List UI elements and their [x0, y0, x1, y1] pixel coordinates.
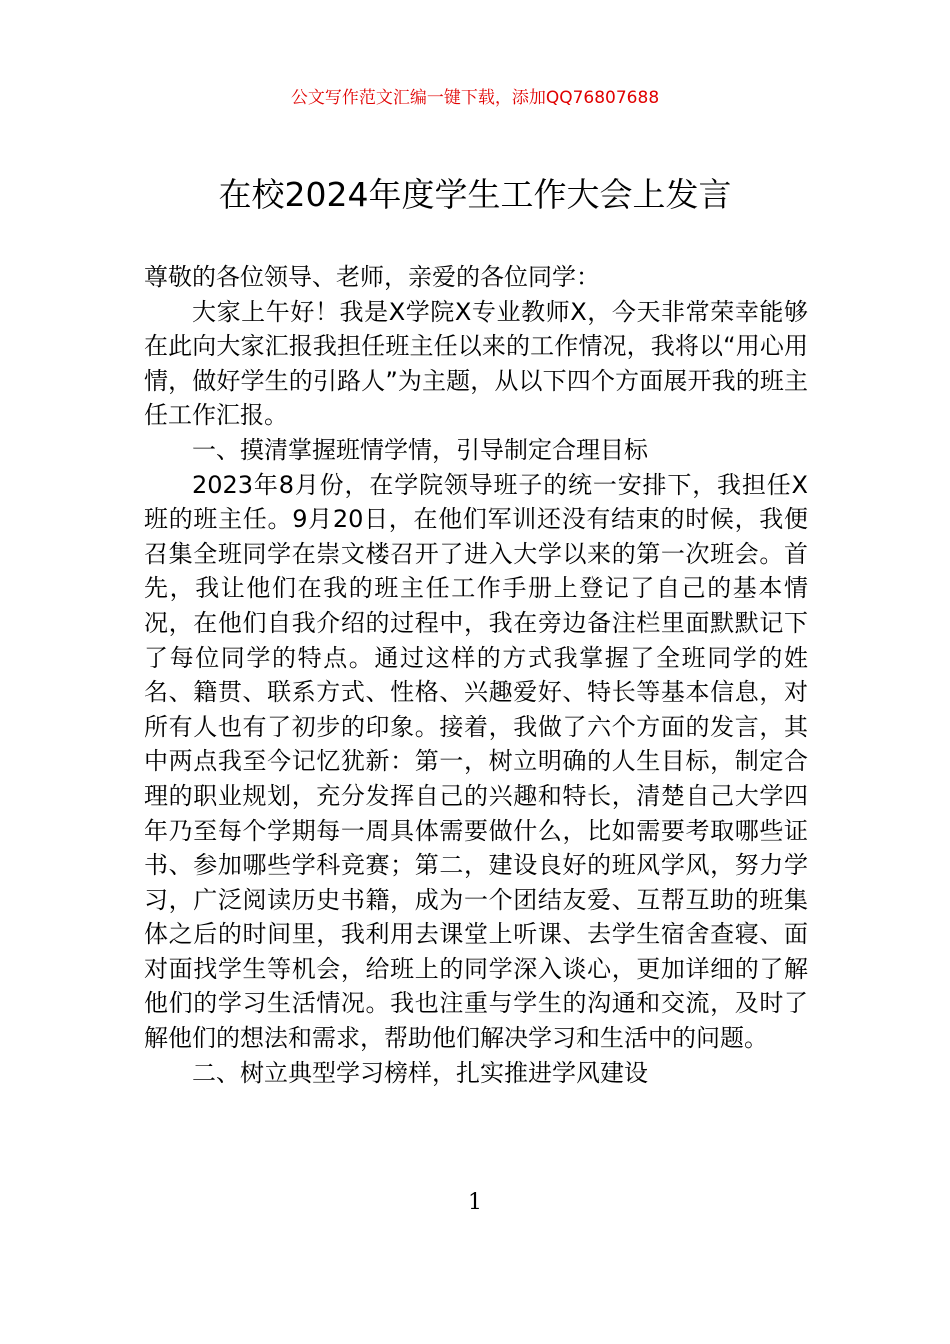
page-number: 1 [468, 1190, 482, 1215]
section-1-paragraph: 2023年8月份，在学院领导班子的统一安排下，我担任X班的班主任。9月20日，在他们军训还没有结束的时候，我便召集全班同学在崇文楼召开了进入大学以来的第一次班会。首先，我让他们在我的班主任工作手册上登记了自己的基本情况，在他们自我介绍的过程中，我在旁边备注栏里面默默记下了每位同学的特点。通过这样的方式我掌握了全班同学的姓名、籍贯、联系方式、性格、兴趣爱好、特长等基本信息，对所有人也有了初步的印象。接着，我做了六个方面的发言，其中两点我至今记忆犹新：第一，树立明确的人生目标，制定合理的职业规划，充分发挥自己的兴趣和特长，清楚自己大学四年乃至每个学期每一周具体需要做什么，比如需要考取哪些证书、参加哪些学科竞赛；第二，建设良好的班风学风，努力学习，广泛阅读历史书籍，成为一个团结友爱、互帮互助的班集体之后的时间里，我利用去课堂上听课、去学生宿舍查寝、面对面找学生等机会，给班上的同学深入谈心，更加详细的了解他们的学习生活情况。我也注重与学生的沟通和交流，及时了解他们的想法和需求，帮助他们解决学习和生活中的问题。 [144, 470, 808, 1053]
opening-paragraph: 大家上午好！我是X学院X专业教师X，今天非常荣幸能够在此向大家汇报我担任班主任以来的工作情况，我将以“用心用情，做好学生的引路人”为主题，从以下四个方面展开我的班主任工作汇报。 [144, 297, 808, 430]
download-notice: 公文写作范文汇编一键下载，添加QQ76807688 [290, 88, 660, 108]
section-heading-1: 一、摸清掌握班情学情，引导制定合理目标 [192, 435, 648, 464]
salutation: 尊敬的各位领导、老师，亲爱的各位同学： [144, 263, 600, 291]
document-title: 在校2024年度学生工作大会上发言 [218, 175, 732, 214]
section-heading-2: 二、树立典型学习榜样，扎实推进学风建设 [192, 1058, 648, 1087]
document-body [144, 260, 808, 1090]
